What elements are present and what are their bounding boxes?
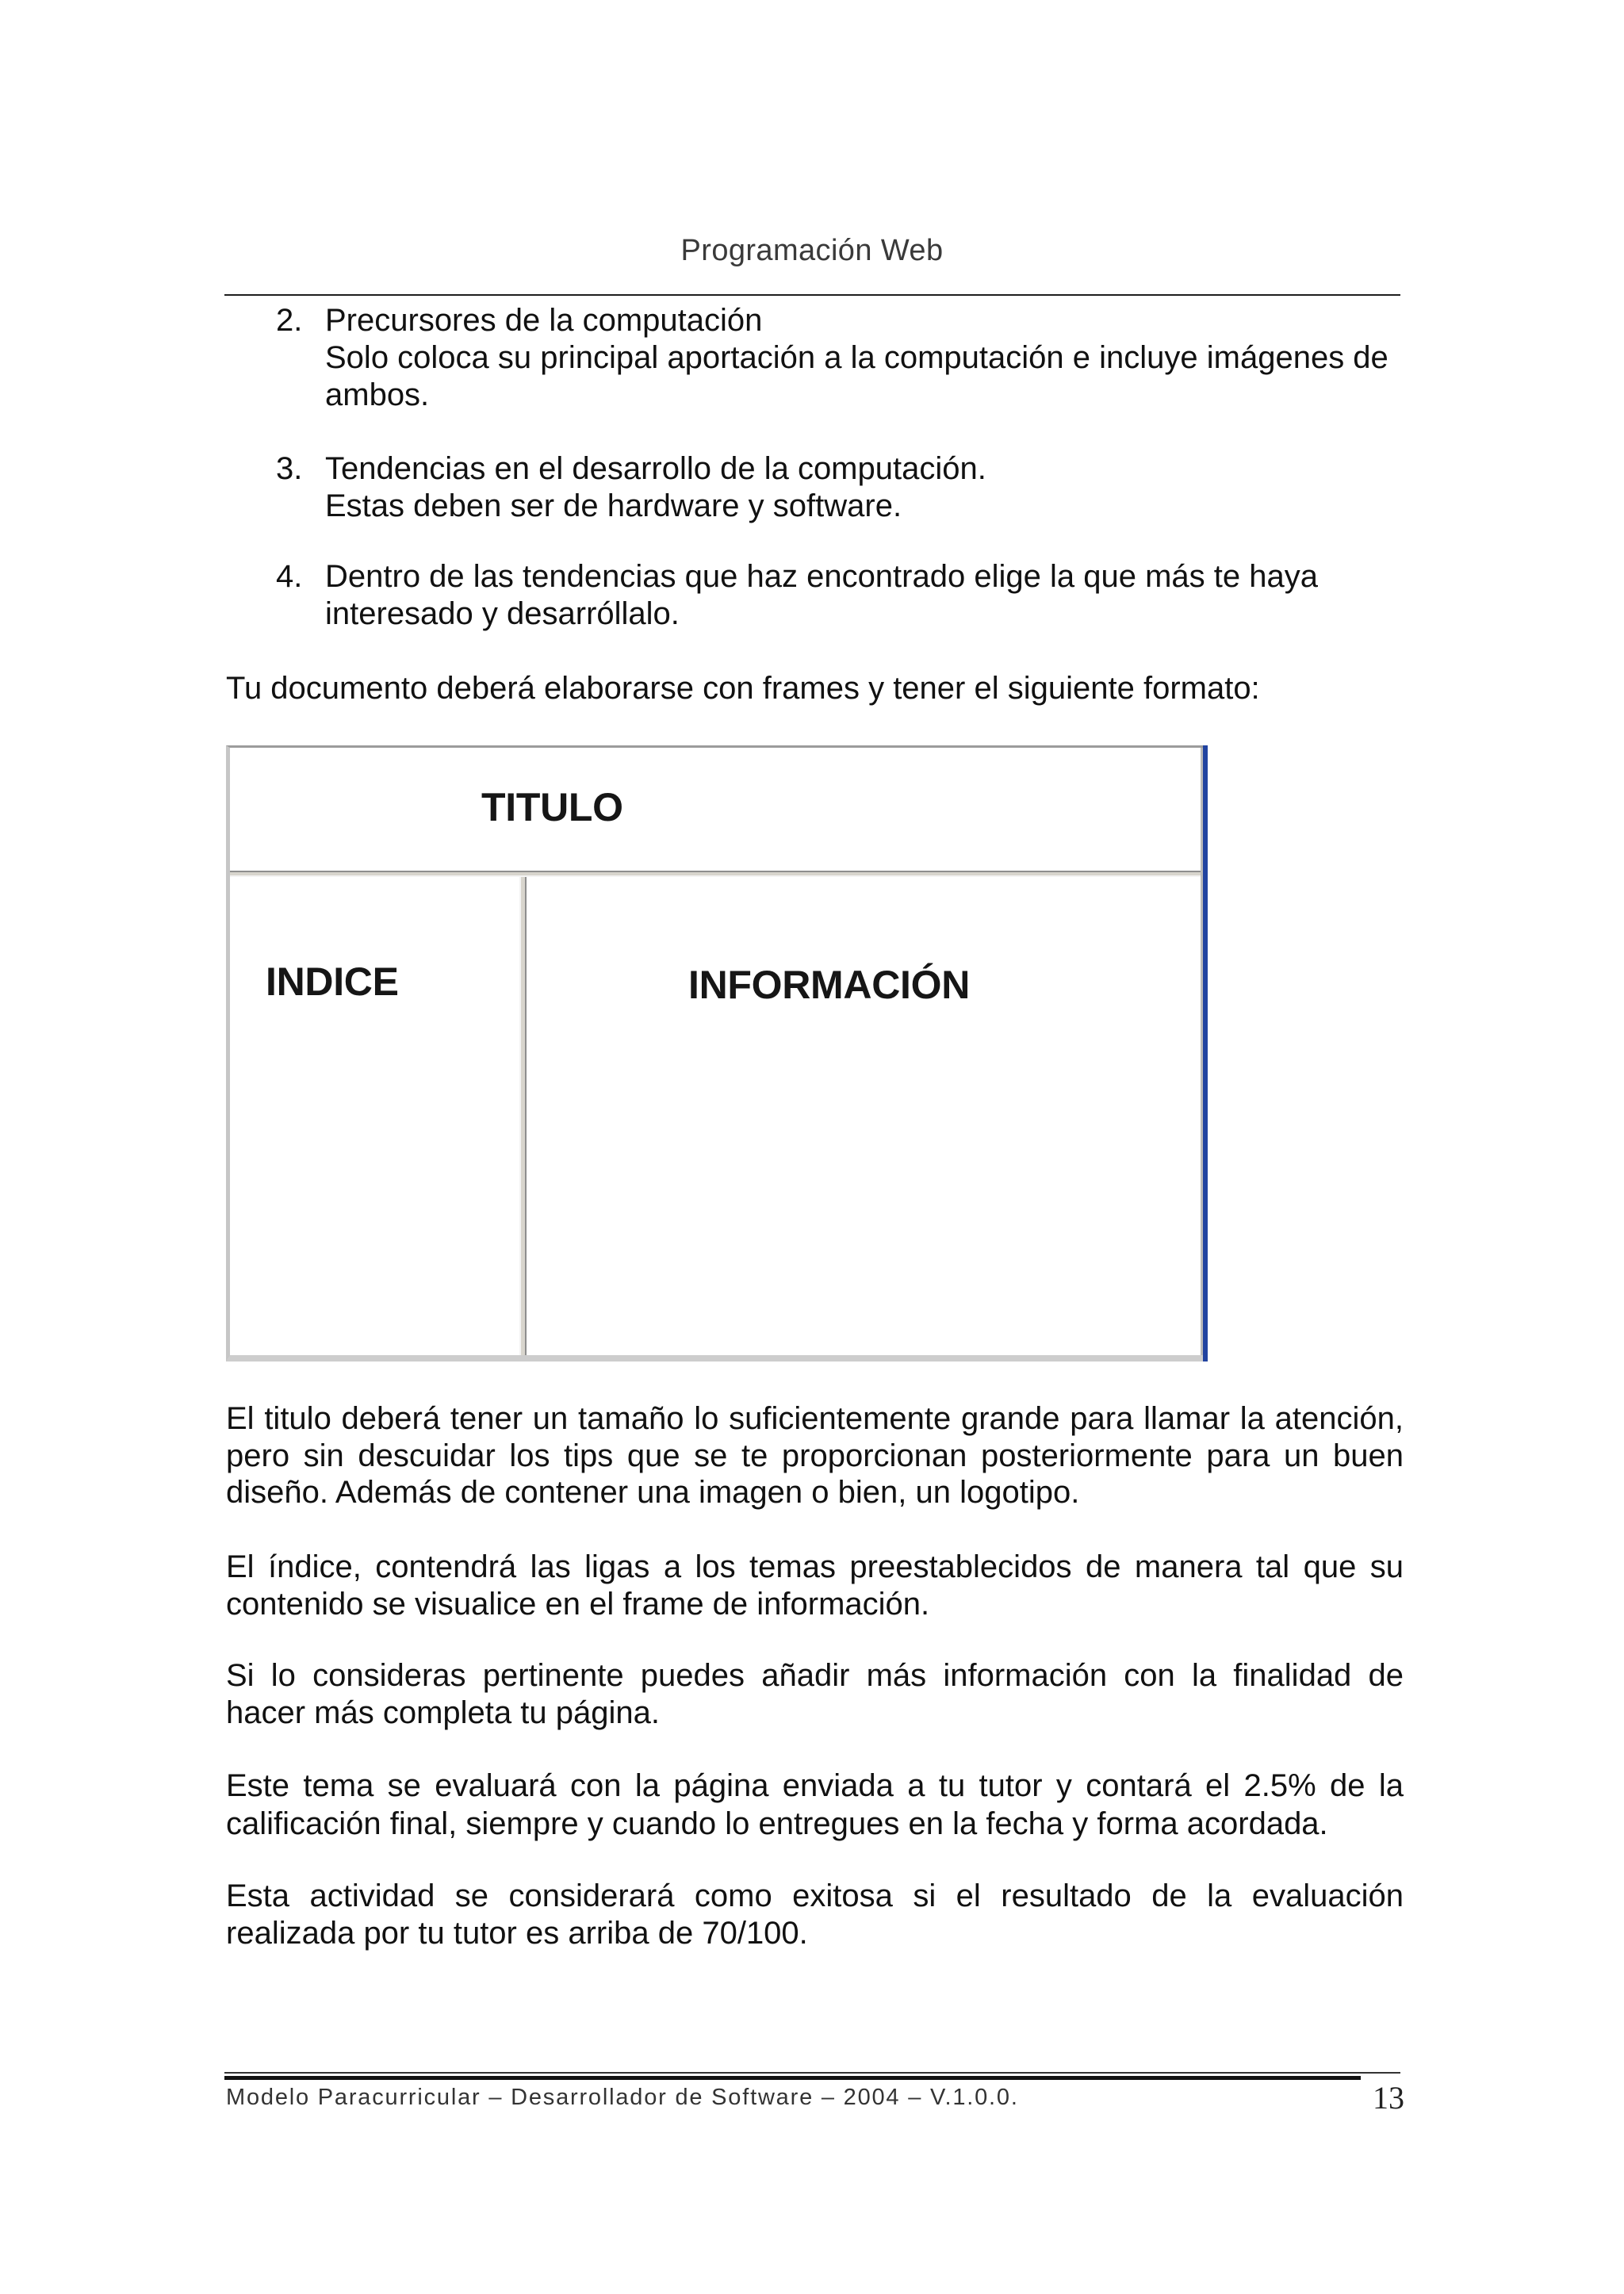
list-item-body	[325, 302, 1402, 414]
footer-rule-thin	[224, 2072, 1400, 2074]
list-item-body	[325, 558, 1402, 633]
list-item-line: Dentro de las tendencias que haz encontrado elige la que más te haya	[325, 559, 1318, 594]
header-rule	[224, 294, 1400, 296]
list-item-number: 2.	[276, 303, 303, 338]
paragraph-line: El titulo deberá tener un tamaño lo suficientemente grande para llamar la atención,	[226, 1401, 1404, 1436]
list-item-number: 4.	[276, 559, 303, 594]
list-item-heading: Precursores de la computación	[325, 303, 763, 338]
list-item-line: Estas deben ser de hardware y software.	[325, 488, 902, 523]
paragraph-line: diseño. Además de contener una imagen o bien, un logotipo.	[226, 1475, 1080, 1510]
paragraph-line: hacer más completa tu página.	[226, 1695, 660, 1730]
body-paragraph-2	[226, 1549, 1404, 1622]
list-item-line: interesado y desarróllalo.	[325, 596, 680, 631]
footer-text: Modelo Paracurricular – Desarrollador de Software – 2004 – V.1.0.0.	[226, 2085, 1019, 2110]
paragraph-line: pero sin descuidar los tips que se te proporcionan posteriormente para un buen	[226, 1438, 1404, 1473]
paragraph-line: calificación final, siempre y cuando lo entregues en la fecha y forma acordada.	[226, 1806, 1328, 1841]
paragraph-line: Este tema se evaluará con la página enviada a tu tutor y contará el 2.5% de la	[226, 1768, 1404, 1803]
index-frame	[230, 877, 519, 1355]
list-item-body	[325, 450, 1402, 525]
list-item-heading: Tendencias en el desarrollo de la computación.	[325, 451, 986, 486]
paragraph-line: El índice, contendrá las ligas a los temas preestablecidos de manera tal que su	[226, 1549, 1404, 1584]
paragraph-line: contenido se visualice en el frame de información.	[226, 1586, 930, 1622]
info-frame-label: INFORMACIÓN	[688, 963, 971, 1007]
window-edge-accent	[1203, 745, 1208, 1361]
list-item-number: 3.	[276, 451, 303, 486]
title-frame	[230, 748, 1201, 871]
paragraph-line: Esta actividad se considerará como exitosa si el resultado de la evaluación	[226, 1878, 1404, 1913]
paragraph-line: realizada por tu tutor es arriba de 70/100.	[226, 1915, 808, 1951]
page-number: 13	[1373, 2080, 1404, 2116]
paragraph-line: Tu documento deberá elaborarse con frames y tener el siguiente formato:	[226, 671, 1260, 706]
intro-paragraph	[226, 670, 1404, 707]
title-frame-label: TITULO	[481, 785, 623, 829]
frame-divider-horizontal	[230, 871, 1201, 877]
running-header-title: Programación Web	[680, 234, 944, 267]
paragraph-line: Si lo consideras pertinente puedes añadir más información con la finalidad de	[226, 1658, 1404, 1693]
index-frame-label: INDICE	[266, 959, 399, 1004]
footer-rule-thick	[224, 2076, 1361, 2080]
list-item-line: Solo coloca su principal aportación a la computación e incluye imágenes de	[325, 340, 1388, 375]
body-paragraph-1	[226, 1400, 1404, 1511]
frames-layout-figure	[226, 745, 1208, 1361]
frame-divider-vertical	[519, 877, 527, 1355]
body-paragraph-3	[226, 1657, 1404, 1731]
body-paragraph-5	[226, 1878, 1404, 1951]
body-paragraph-4	[226, 1767, 1404, 1843]
info-frame	[527, 877, 1201, 1355]
list-item-line: ambos.	[325, 377, 430, 412]
